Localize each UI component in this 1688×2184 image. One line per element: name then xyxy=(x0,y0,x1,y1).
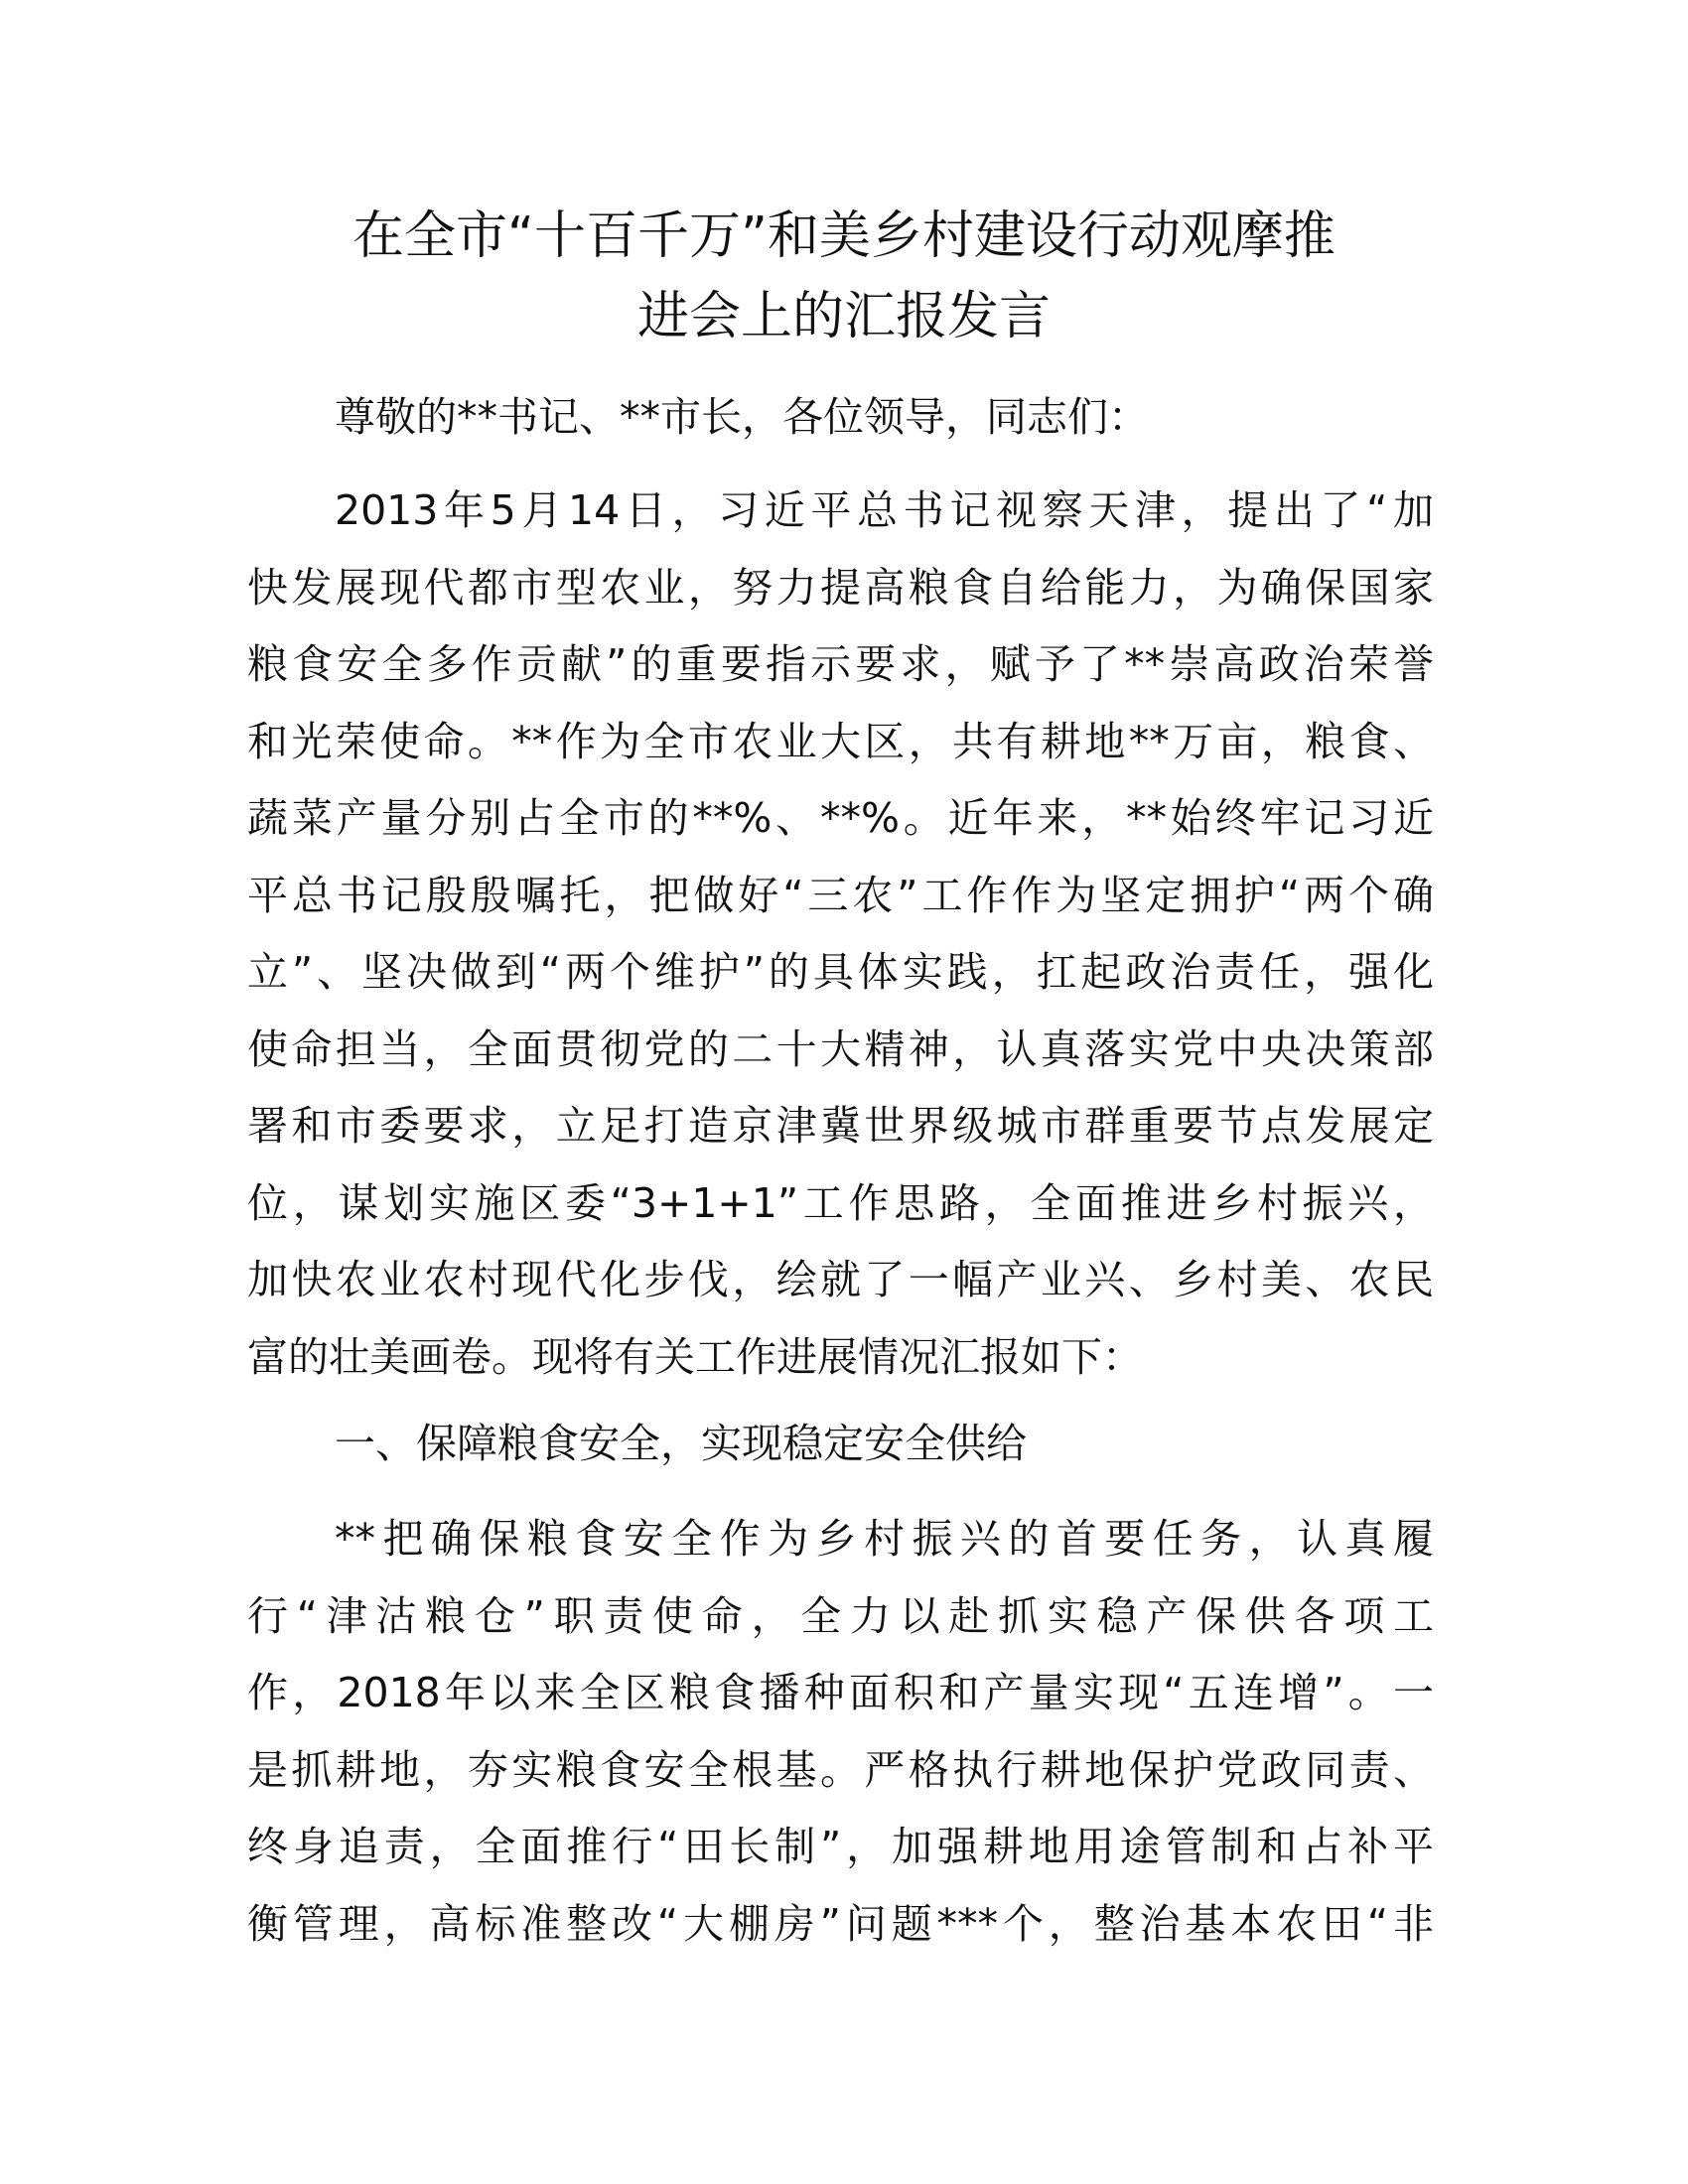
paragraph-2-line: **把确保粮食安全作为乡村振兴的首要任务，认真履 xyxy=(335,1515,1434,1563)
paragraph-1-line: 平总书记殷殷嘱托，把做好“三农”工作作为坚定拥护“两个确 xyxy=(247,871,1434,919)
paragraph-1-line: 和光荣使命。**作为全市农业大区，共有耕地**万亩，粮食、 xyxy=(247,717,1434,765)
paragraph-1-line: 署和市委要求，立足打造京津冀世界级城市群重要节点发展定 xyxy=(247,1102,1434,1150)
document-title xyxy=(238,197,1450,357)
paragraph-2-line: 衡管理，高标准整改“大棚房”问题***个，整治基本农田“非 xyxy=(247,1899,1434,1948)
paragraph-1-line: 立”、坚决做到“两个维护”的具体实践，扛起政治责任，强化 xyxy=(247,948,1434,996)
salutation: 尊敬的**书记、**市长，各位领导，同志们： xyxy=(335,393,1149,441)
title-line-2: 进会上的汇报发言 xyxy=(636,287,1051,346)
paragraph-1-line: 粮食安全多作贡献”的重要指示要求，赋予了**崇高政治荣誉 xyxy=(247,640,1434,688)
paragraph-1-line: 2013年5月14日，习近平总书记视察天津，提出了“加 xyxy=(335,486,1434,534)
paragraph-1-line: 位，谋划实施区委“3+1+1”工作思路，全面推进乡村振兴， xyxy=(247,1178,1434,1227)
paragraph-1-line: 快发展现代都市型农业，努力提高粮食自给能力，为确保国家 xyxy=(247,563,1434,612)
paragraph-1-line: 蔬菜产量分别占全市的**%、**%。近年来，**始终牢记习近 xyxy=(247,794,1434,842)
paragraph-2 xyxy=(247,1501,1434,1963)
paragraph-2-line: 行“津沽粮仓”职责使命，全力以赴抓实稳产保供各项工 xyxy=(247,1591,1434,1640)
paragraph-1 xyxy=(247,473,1434,1396)
paragraph-1-line: 使命担当，全面贯彻党的二十大精神，认真落实党中央决策部 xyxy=(247,1024,1434,1073)
section-1-heading: 一、保障粮食安全，实现稳定安全供给 xyxy=(335,1420,1027,1467)
title-line-1: 在全市“十百千万”和美乡村建设行动观摩推 xyxy=(352,206,1336,266)
paragraph-2-line: 终身追责，全面推行“田长制”，加强耕地用途管制和占补平 xyxy=(247,1823,1434,1870)
paragraph-2-line: 是抓耕地，夯实粮食安全根基。严格执行耕地保护党政同责、 xyxy=(247,1745,1434,1794)
paragraph-1-line: 加快农业农村现代化步伐，绘就了一幅产业兴、乡村美、农民 xyxy=(247,1256,1434,1303)
paragraph-1-line: 富的壮美画卷。现将有关工作进展情况汇报如下： xyxy=(247,1332,1143,1381)
paragraph-2-line: 作，2018年以来全区粮食播种面积和产量实现“五连增”。一 xyxy=(247,1669,1434,1716)
